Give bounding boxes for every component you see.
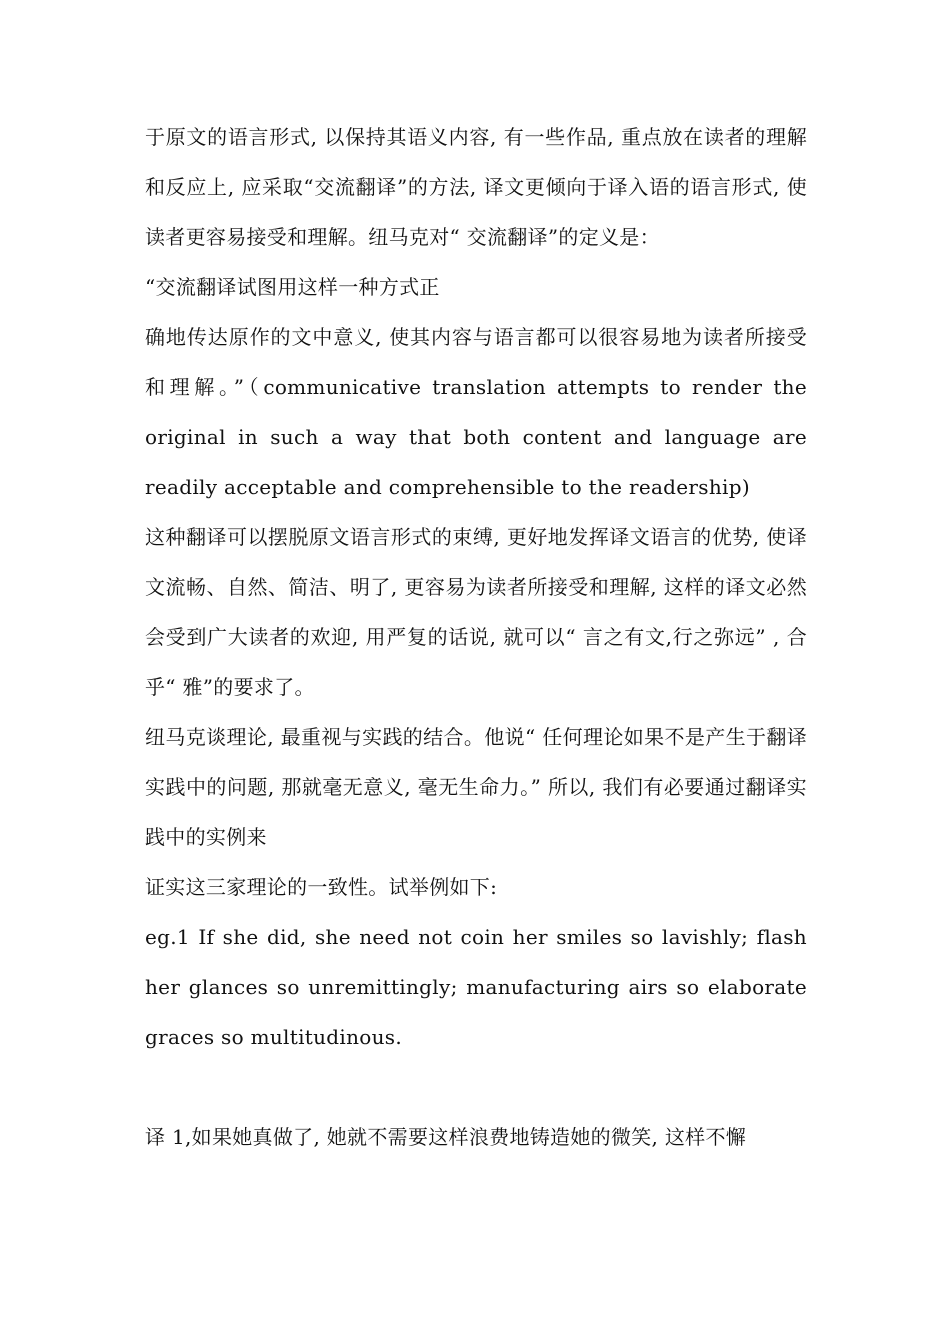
paragraph-translation-1: 译 1,如果她真做了, 她就不需要这样浪费地铸造她的微笑, 这样不懈 <box>145 1125 747 1149</box>
paragraph-examples-intro: 证实这三家理论的一致性。试举例如下: <box>145 875 498 899</box>
blank-line <box>145 1062 807 1112</box>
paragraph-theory-practice: 纽马克谈理论, 最重视与实践的结合。他说“ 任何理论如果不是产生于翻译实践中的问题, 那就毫无意义, 毫无生命力。” 所以, 我们有必要通过翻译实践中的实例来 <box>145 725 807 849</box>
paragraph-translation-methods: 于原文的语言形式, 以保持其语义内容, 有一些作品, 重点放在读者的理解和反应上, 应采取“交流翻译”的方法, 译文更倾向于译入语的语言形式, 使读者更容易接受和理解。纽马克对“ 交流翻译”的定义是： <box>145 125 807 249</box>
document-body <box>145 112 807 1162</box>
paragraph-quote-start: “交流翻译试图用这样一种方式正 <box>145 275 440 299</box>
paragraph-communicative-definition: 确地传达原作的文中意义, 使其内容与语言都可以很容易地为读者所接受和理解。”（communicative translation attempts to render the original in such a way that both content and language are readily acceptable and comprehensible to the readership) <box>145 325 807 499</box>
paragraph-example-1: eg.1 If she did, she need not coin her smiles so lavishly; flash her glances so unremittingly; manufacturing airs so elaborate graces so multitudinous. <box>145 925 807 1049</box>
paragraph-translation-advantages: 这种翻译可以摆脱原文语言形式的束缚, 更好地发挥译文语言的优势, 使译文流畅、自然、简洁、明了, 更容易为读者所接受和理解, 这样的译文必然会受到广大读者的欢迎, 用严复的话说, 就可以“ 言之有文,行之弥远” , 合乎“ 雅”的要求了。 <box>145 525 807 699</box>
